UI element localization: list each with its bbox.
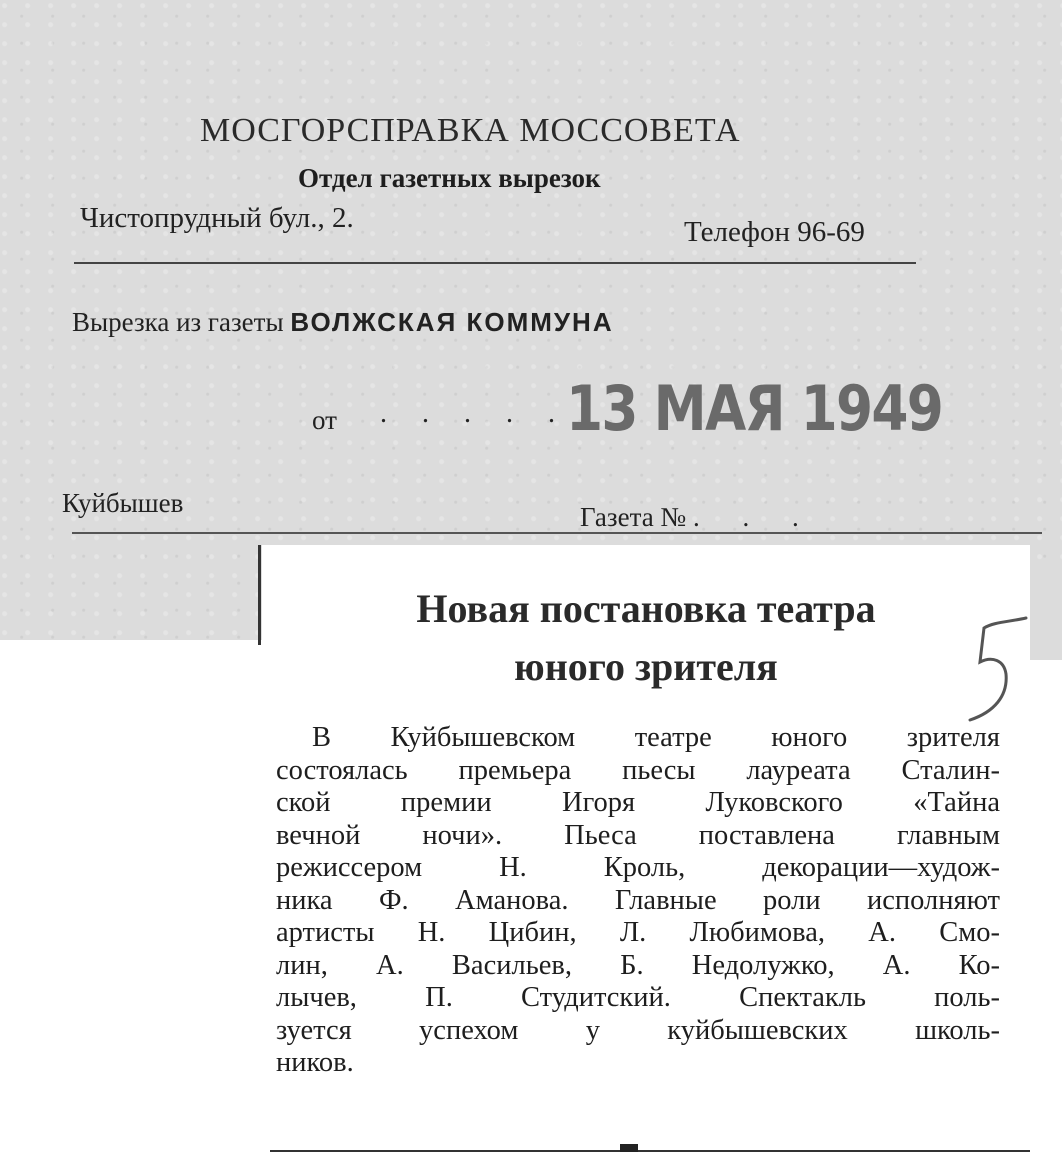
date-dots: . . . . . [380, 398, 569, 429]
date-stamp: 13 МАЯ 1949 [566, 372, 943, 445]
form-divider [72, 532, 1042, 534]
article-line: ников. [276, 1047, 354, 1078]
gazeta-number-line [580, 502, 817, 533]
article-line: зуется успехом у куйбышевских школь- [276, 1014, 1000, 1046]
article-line: В Куйбышевском театре юного зрителя [312, 722, 1000, 753]
article-line: вечной ночи». Пьеса поставлена главным [276, 819, 1000, 851]
newspaper-name: ВОЛЖСКАЯ КОММУНА [290, 307, 614, 337]
article-title [262, 580, 1030, 696]
date-label: от [312, 405, 337, 435]
header-divider [74, 262, 916, 264]
article-line: лычев, П. Студитский. Спектакль поль- [276, 982, 1000, 1013]
article-line: ника Ф. Аманова. Главные роли исполняют [276, 884, 1000, 916]
phone-number: Телефон 96-69 [684, 216, 865, 248]
gazeta-dots: . . . [692, 502, 817, 532]
article-line: состоялась премьера пьесы лауреата Сталин- [276, 754, 1000, 786]
handwritten-page-mark [968, 604, 1028, 724]
address: Чистопрудный бул., 2. [80, 202, 354, 234]
article-body [276, 722, 1000, 1080]
clipping-source-label: Вырезка из газеты [72, 307, 284, 337]
clipping-edge [258, 545, 261, 645]
clipping-bottom-mark [620, 1144, 638, 1152]
clipping-bottom-rule [270, 1150, 1030, 1152]
organization-title: МОСГОРСПРАВКА МОССОВЕТА [200, 112, 741, 149]
form-sheet-edge [1030, 560, 1062, 660]
article-title-line-1: Новая постановка театра [416, 586, 876, 631]
article-line: режиссером Н. Кроль, декорации—худож- [276, 852, 1000, 883]
gazeta-label: Газета № [580, 502, 687, 532]
article-title-line-2: юного зрителя [514, 644, 778, 689]
city: Куйбышев [62, 488, 184, 518]
article-line: ской премии Игоря Луковского «Тайна [276, 787, 1000, 818]
department-title: Отдел газетных вырезок [298, 163, 601, 193]
article-line: артисты Н. Цибин, Л. Любимова, А. Смо- [276, 917, 1000, 948]
article-line: лин, А. Васильев, Б. Недолужко, А. Ко- [276, 949, 1000, 981]
clipping-source-line [72, 307, 614, 338]
